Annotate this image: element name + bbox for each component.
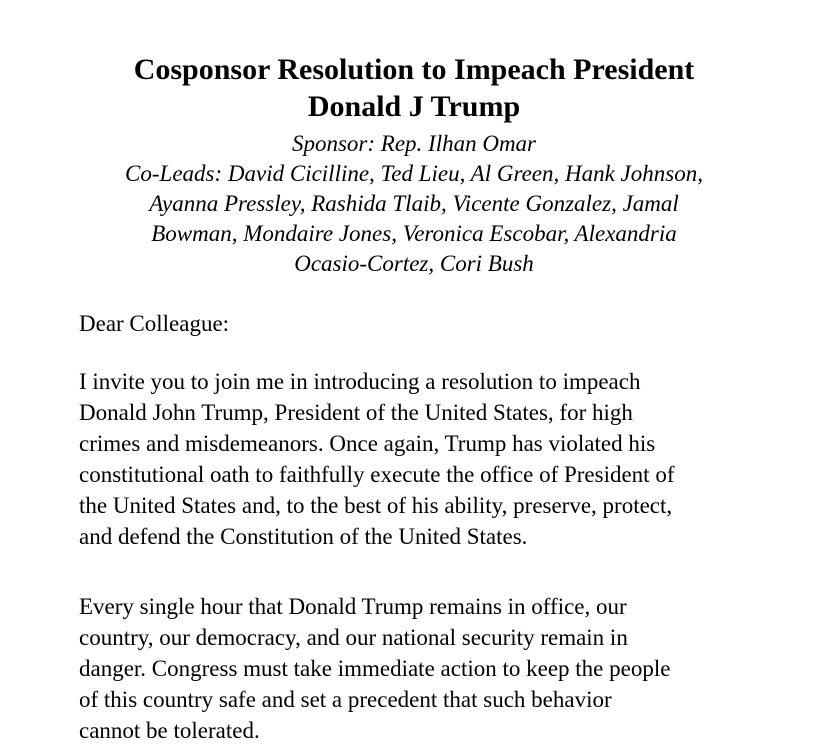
salutation: Dear Colleague: <box>79 311 230 336</box>
paragraph-line: cannot be tolerated. <box>79 718 260 743</box>
paragraph-line: constitutional oath to faithfully execute the office of President of <box>79 462 675 487</box>
title-line: Donald J Trump <box>307 90 521 123</box>
paragraph-line: crimes and misdemeanors. Once again, Trump has violated his <box>79 431 656 456</box>
coleads-line: Bowman, Mondaire Jones, Veronica Escobar, Alexandria <box>151 221 677 246</box>
coleads-line: Ayanna Pressley, Rashida Tlaib, Vicente Gonzalez, Jamal <box>149 191 679 216</box>
paragraph-line: country, our democracy, and our national security remain in <box>79 625 628 650</box>
paragraph-line: the United States and, to the best of his ability, preserve, protect, <box>79 493 673 518</box>
paragraph-line: danger. Congress must take immediate action to keep the people <box>79 656 671 681</box>
body-paragraph-2 <box>79 591 670 746</box>
paragraph-line: and defend the Constitution of the United States. <box>79 524 528 549</box>
title-line: Cosponsor Resolution to Impeach President <box>133 53 695 86</box>
sponsor-block <box>60 129 768 279</box>
letter-title <box>60 51 768 125</box>
paragraph-line: Every single hour that Donald Trump remains in office, our <box>79 594 627 619</box>
coleads-line: Co-Leads: David Cicilline, Ted Lieu, Al Green, Hank Johnson, <box>125 161 703 186</box>
sponsor-line: Sponsor: Rep. Ilhan Omar <box>291 131 537 156</box>
body-paragraph-1 <box>79 366 674 552</box>
paragraph-line: I invite you to join me in introducing a resolution to impeach <box>79 369 641 394</box>
paragraph-line: of this country safe and set a precedent that such behavior <box>79 687 612 712</box>
paragraph-line: Donald John Trump, President of the United States, for high <box>79 400 633 425</box>
coleads-line: Ocasio-Cortez, Cori Bush <box>294 251 534 276</box>
